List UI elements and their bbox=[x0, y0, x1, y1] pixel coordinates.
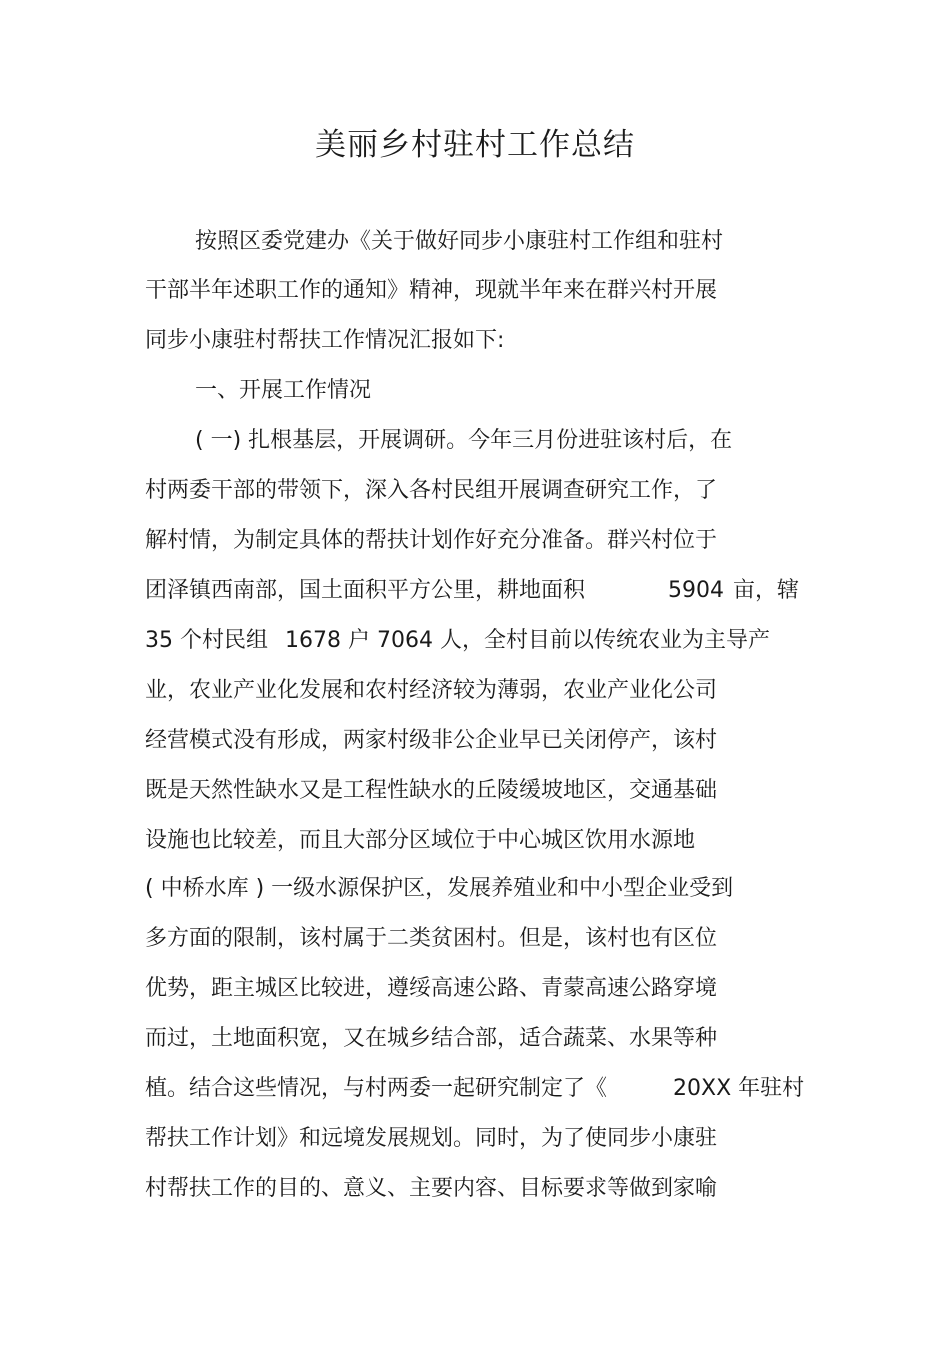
paragraph-line: ( 中桥水库 ) 一级水源保护区，发展养殖业和中小型企业受到 bbox=[145, 876, 734, 901]
paragraph-line: 同步小康驻村帮扶工作情况汇报如下: bbox=[145, 328, 505, 353]
paragraph-line: 解村情，为制定具体的帮扶计划作好充分准备。群兴村位于 bbox=[145, 528, 718, 553]
document-title: 美丽乡村驻村工作总结 bbox=[315, 127, 635, 163]
paragraph-line-fragment: 5904 bbox=[668, 578, 724, 603]
paragraph-line: 既是天然性缺水又是工程性缺水的丘陵缓坡地区，交通基础 bbox=[145, 778, 718, 803]
paragraph-line: 帮扶工作计划》和远境发展规划。同时，为了使同步小康驻 bbox=[145, 1126, 718, 1151]
paragraph-line: 优势，距主城区比较进，遵绥高速公路、青蒙高速公路穿境 bbox=[145, 976, 718, 1001]
paragraph-line: 业，农业产业化发展和农村经济较为薄弱，农业产业化公司 bbox=[145, 678, 718, 703]
paragraph-line: 而过，土地面积宽，又在城乡结合部，适合蔬菜、水果等种 bbox=[145, 1026, 718, 1051]
section-heading: 一、开展工作情况 bbox=[195, 378, 372, 403]
paragraph-line: 设施也比较差，而且大部分区域位于中心城区饮用水源地 bbox=[145, 828, 696, 853]
paragraph-line-fragment: 1678 户 7064 人，全村目前以传统农业为主导产 bbox=[285, 628, 770, 653]
paragraph-line-fragment: 20XX 年驻村 bbox=[673, 1076, 805, 1101]
paragraph-line: 按照区委党建办《关于做好同步小康驻村工作组和驻村 bbox=[195, 229, 724, 254]
paragraph-line: ( 一) 扎根基层，开展调研。今年三月份进驻该村后，在 bbox=[195, 428, 733, 453]
paragraph-line: 经营模式没有形成，两家村级非公企业早已关闭停产，该村 bbox=[145, 728, 718, 753]
paragraph-line: 35 个村民组 bbox=[145, 628, 268, 653]
paragraph-line: 多方面的限制，该村属于二类贫困村。但是，该村也有区位 bbox=[145, 926, 718, 951]
paragraph-line-fragment: 亩，辖 bbox=[733, 578, 800, 603]
paragraph-line: 村帮扶工作的目的、意义、主要内容、目标要求等做到家喻 bbox=[145, 1176, 718, 1201]
paragraph-line: 干部半年述职工作的通知》精神，现就半年来在群兴村开展 bbox=[145, 278, 718, 303]
paragraph-line: 村两委干部的带领下，深入各村民组开展调查研究工作，了 bbox=[145, 478, 718, 503]
paragraph-line: 植。结合这些情况，与村两委一起研究制定了《 bbox=[145, 1076, 608, 1101]
paragraph-line: 团泽镇西南部，国土面积平方公里，耕地面积 bbox=[145, 578, 586, 603]
